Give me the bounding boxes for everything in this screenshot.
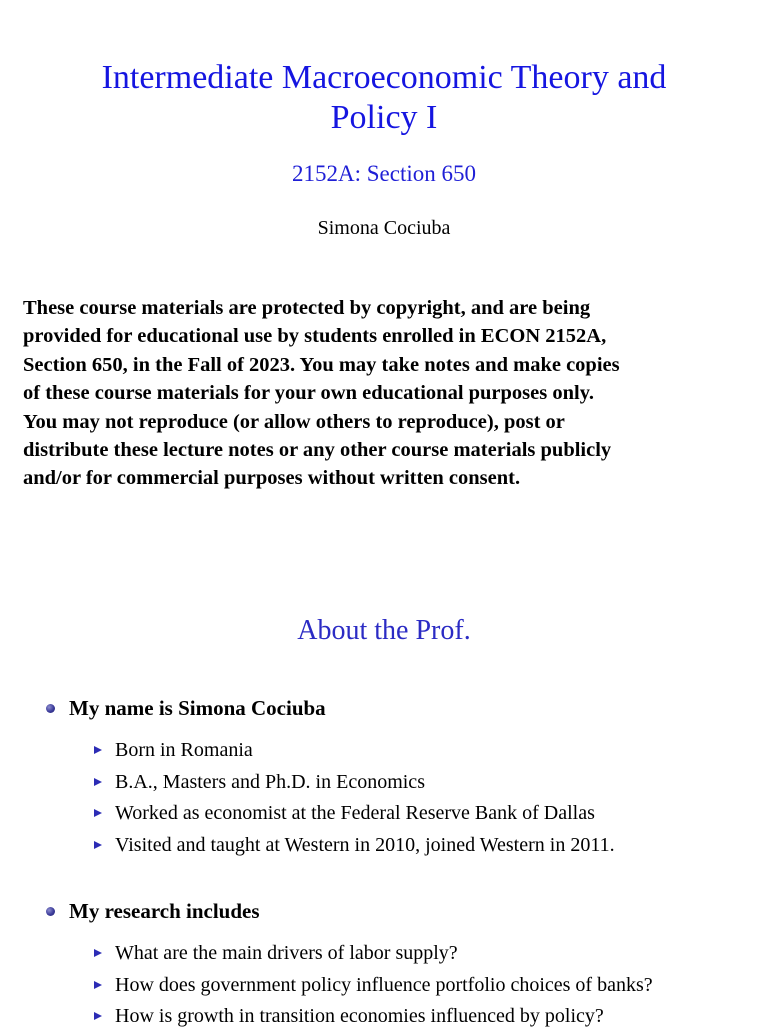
document-title [0, 58, 768, 138]
list-item [44, 971, 744, 1003]
triangle-bullet-icon [94, 1012, 102, 1020]
sub-bullet-list [44, 939, 744, 1034]
list-item-text: What are the main drivers of labor supply? [115, 942, 458, 964]
ball-bullet-icon [46, 704, 55, 713]
title-line-2: Policy I [330, 99, 438, 136]
bullet-heading [44, 694, 744, 722]
list-item-text: How does government policy influence portfolio choices of banks? [115, 973, 653, 996]
copyright-notice [23, 294, 745, 493]
copyright-line: You may not reproduce (or allow others to reproduce), post or [23, 410, 565, 433]
copyright-line: of these course materials for your own educational purposes only. [23, 382, 594, 405]
bullet-group-name [44, 694, 744, 862]
triangle-bullet-icon [94, 746, 102, 754]
list-item [44, 939, 744, 971]
copyright-line: and/or for commercial purposes without written consent. [23, 467, 521, 490]
section-heading: About the Prof. [297, 615, 471, 647]
author-name: Simona Cociuba [317, 217, 451, 239]
title-line-1: Intermediate Macroeconomic Theory and [101, 59, 667, 96]
list-item-text: How is growth in transition economies influenced by policy? [115, 1005, 604, 1027]
copyright-line: Section 650, in the Fall of 2023. You may take notes and make copies [23, 353, 620, 376]
triangle-bullet-icon [94, 841, 102, 849]
sub-bullet-list [44, 736, 744, 862]
triangle-bullet-icon [94, 778, 102, 786]
bullet-heading-text: My name is Simona Cociuba [69, 696, 326, 720]
copyright-line: provided for educational use by students enrolled in ECON 2152A, [23, 325, 607, 348]
list-item [44, 799, 744, 831]
bullet-heading-text: My research includes [69, 899, 260, 923]
list-item [44, 1002, 744, 1034]
ball-bullet-icon [46, 907, 55, 916]
triangle-bullet-icon [94, 949, 102, 957]
list-item [44, 831, 744, 863]
triangle-bullet-icon [94, 981, 102, 989]
course-subtitle: 2152A: Section 650 [292, 161, 476, 186]
triangle-bullet-icon [94, 809, 102, 817]
bullet-heading [44, 897, 744, 925]
list-item-text: Visited and taught at Western in 2010, joined Western in 2011. [115, 833, 615, 856]
list-item-text: Born in Romania [115, 739, 253, 761]
list-item-text: Worked as economist at the Federal Reserve Bank of Dallas [115, 802, 595, 824]
list-item-text: B.A., Masters and Ph.D. in Economics [115, 770, 425, 793]
list-item [44, 736, 744, 768]
copyright-line: These course materials are protected by copyright, and are being [23, 297, 591, 319]
list-item [44, 768, 744, 800]
copyright-line: distribute these lecture notes or any other course materials publicly [23, 439, 612, 462]
bullet-group-research [44, 897, 744, 1034]
